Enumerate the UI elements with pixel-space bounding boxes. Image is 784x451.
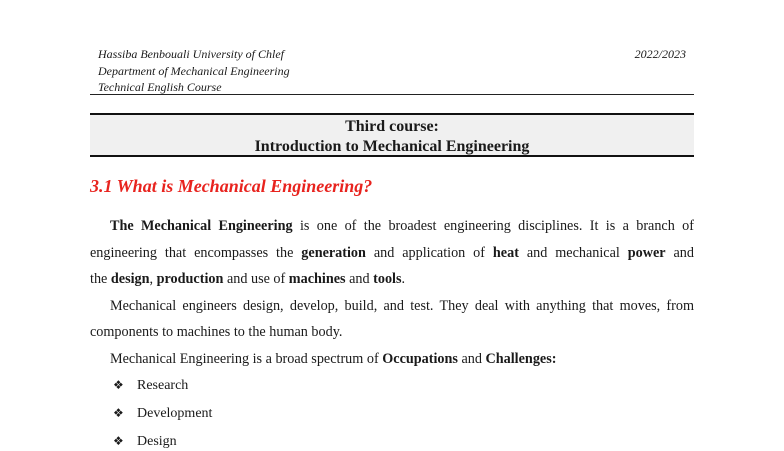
para1-bold-term: heat xyxy=(492,245,519,261)
para1-bold-term: tools xyxy=(373,271,402,287)
para1-bold-term: design xyxy=(110,271,150,287)
para1-bold-term: machines xyxy=(288,271,346,287)
header-divider xyxy=(90,94,694,95)
para1-text: is one of the broadest engineering disciplines. It is a branch of xyxy=(292,218,694,234)
diamond-bullet-icon: ❖ xyxy=(113,434,124,448)
para1-text: , xyxy=(149,271,157,287)
para1-bold-term: production xyxy=(156,271,224,287)
header-department: Department of Mechanical Engineering xyxy=(98,64,290,78)
bullet-item xyxy=(113,432,177,451)
para3-bold-term: Challenges: xyxy=(485,351,557,367)
header-university: Hassiba Benbouali University of Chlef xyxy=(98,47,284,61)
header-course: Technical English Course xyxy=(98,80,222,94)
para1-text: and application of xyxy=(365,245,493,261)
bullet-label: Development xyxy=(137,406,213,421)
bullet-label: Design xyxy=(137,434,177,449)
para3-text: and xyxy=(457,351,486,367)
para1-bold-term: generation xyxy=(301,245,366,261)
para1-line3 xyxy=(90,266,694,292)
course-title-box xyxy=(90,113,694,157)
course-title-line1: Third course: xyxy=(345,118,439,135)
para2-line2: components to machines to the human body. xyxy=(90,324,343,340)
para1-line2 xyxy=(90,240,694,266)
para1-text: . xyxy=(401,271,406,287)
header-year: 2022/2023 xyxy=(634,47,686,61)
diamond-bullet-icon: ❖ xyxy=(113,406,124,420)
bullet-label: Research xyxy=(137,378,189,393)
para1-text: the xyxy=(90,271,111,287)
course-title-line2: Introduction to Mechanical Engineering xyxy=(254,138,530,155)
para2-line1: Mechanical engineers design, develop, build, and test. They deal with anything that moves, from xyxy=(110,298,694,314)
diamond-bullet-icon: ❖ xyxy=(113,378,124,392)
para1-line1 xyxy=(110,213,694,239)
para1-bold-term: The Mechanical Engineering xyxy=(110,218,293,234)
bullet-item xyxy=(113,404,212,423)
para1-text: engineering that encompasses the xyxy=(90,245,302,261)
para1-text: and mechanical xyxy=(518,245,628,261)
para1-bold-term: power xyxy=(627,245,666,261)
para1-text: and xyxy=(665,245,694,261)
para1-text: and use of xyxy=(223,271,289,287)
para3-bold-term: Occupations xyxy=(382,351,458,367)
para1-text: and xyxy=(345,271,374,287)
para3-text: Mechanical Engineering is a broad spectrum of xyxy=(110,351,383,367)
section-heading: 3.1 What is Mechanical Engineering? xyxy=(90,176,373,196)
para3-line xyxy=(110,346,714,372)
bullet-item xyxy=(113,376,188,395)
